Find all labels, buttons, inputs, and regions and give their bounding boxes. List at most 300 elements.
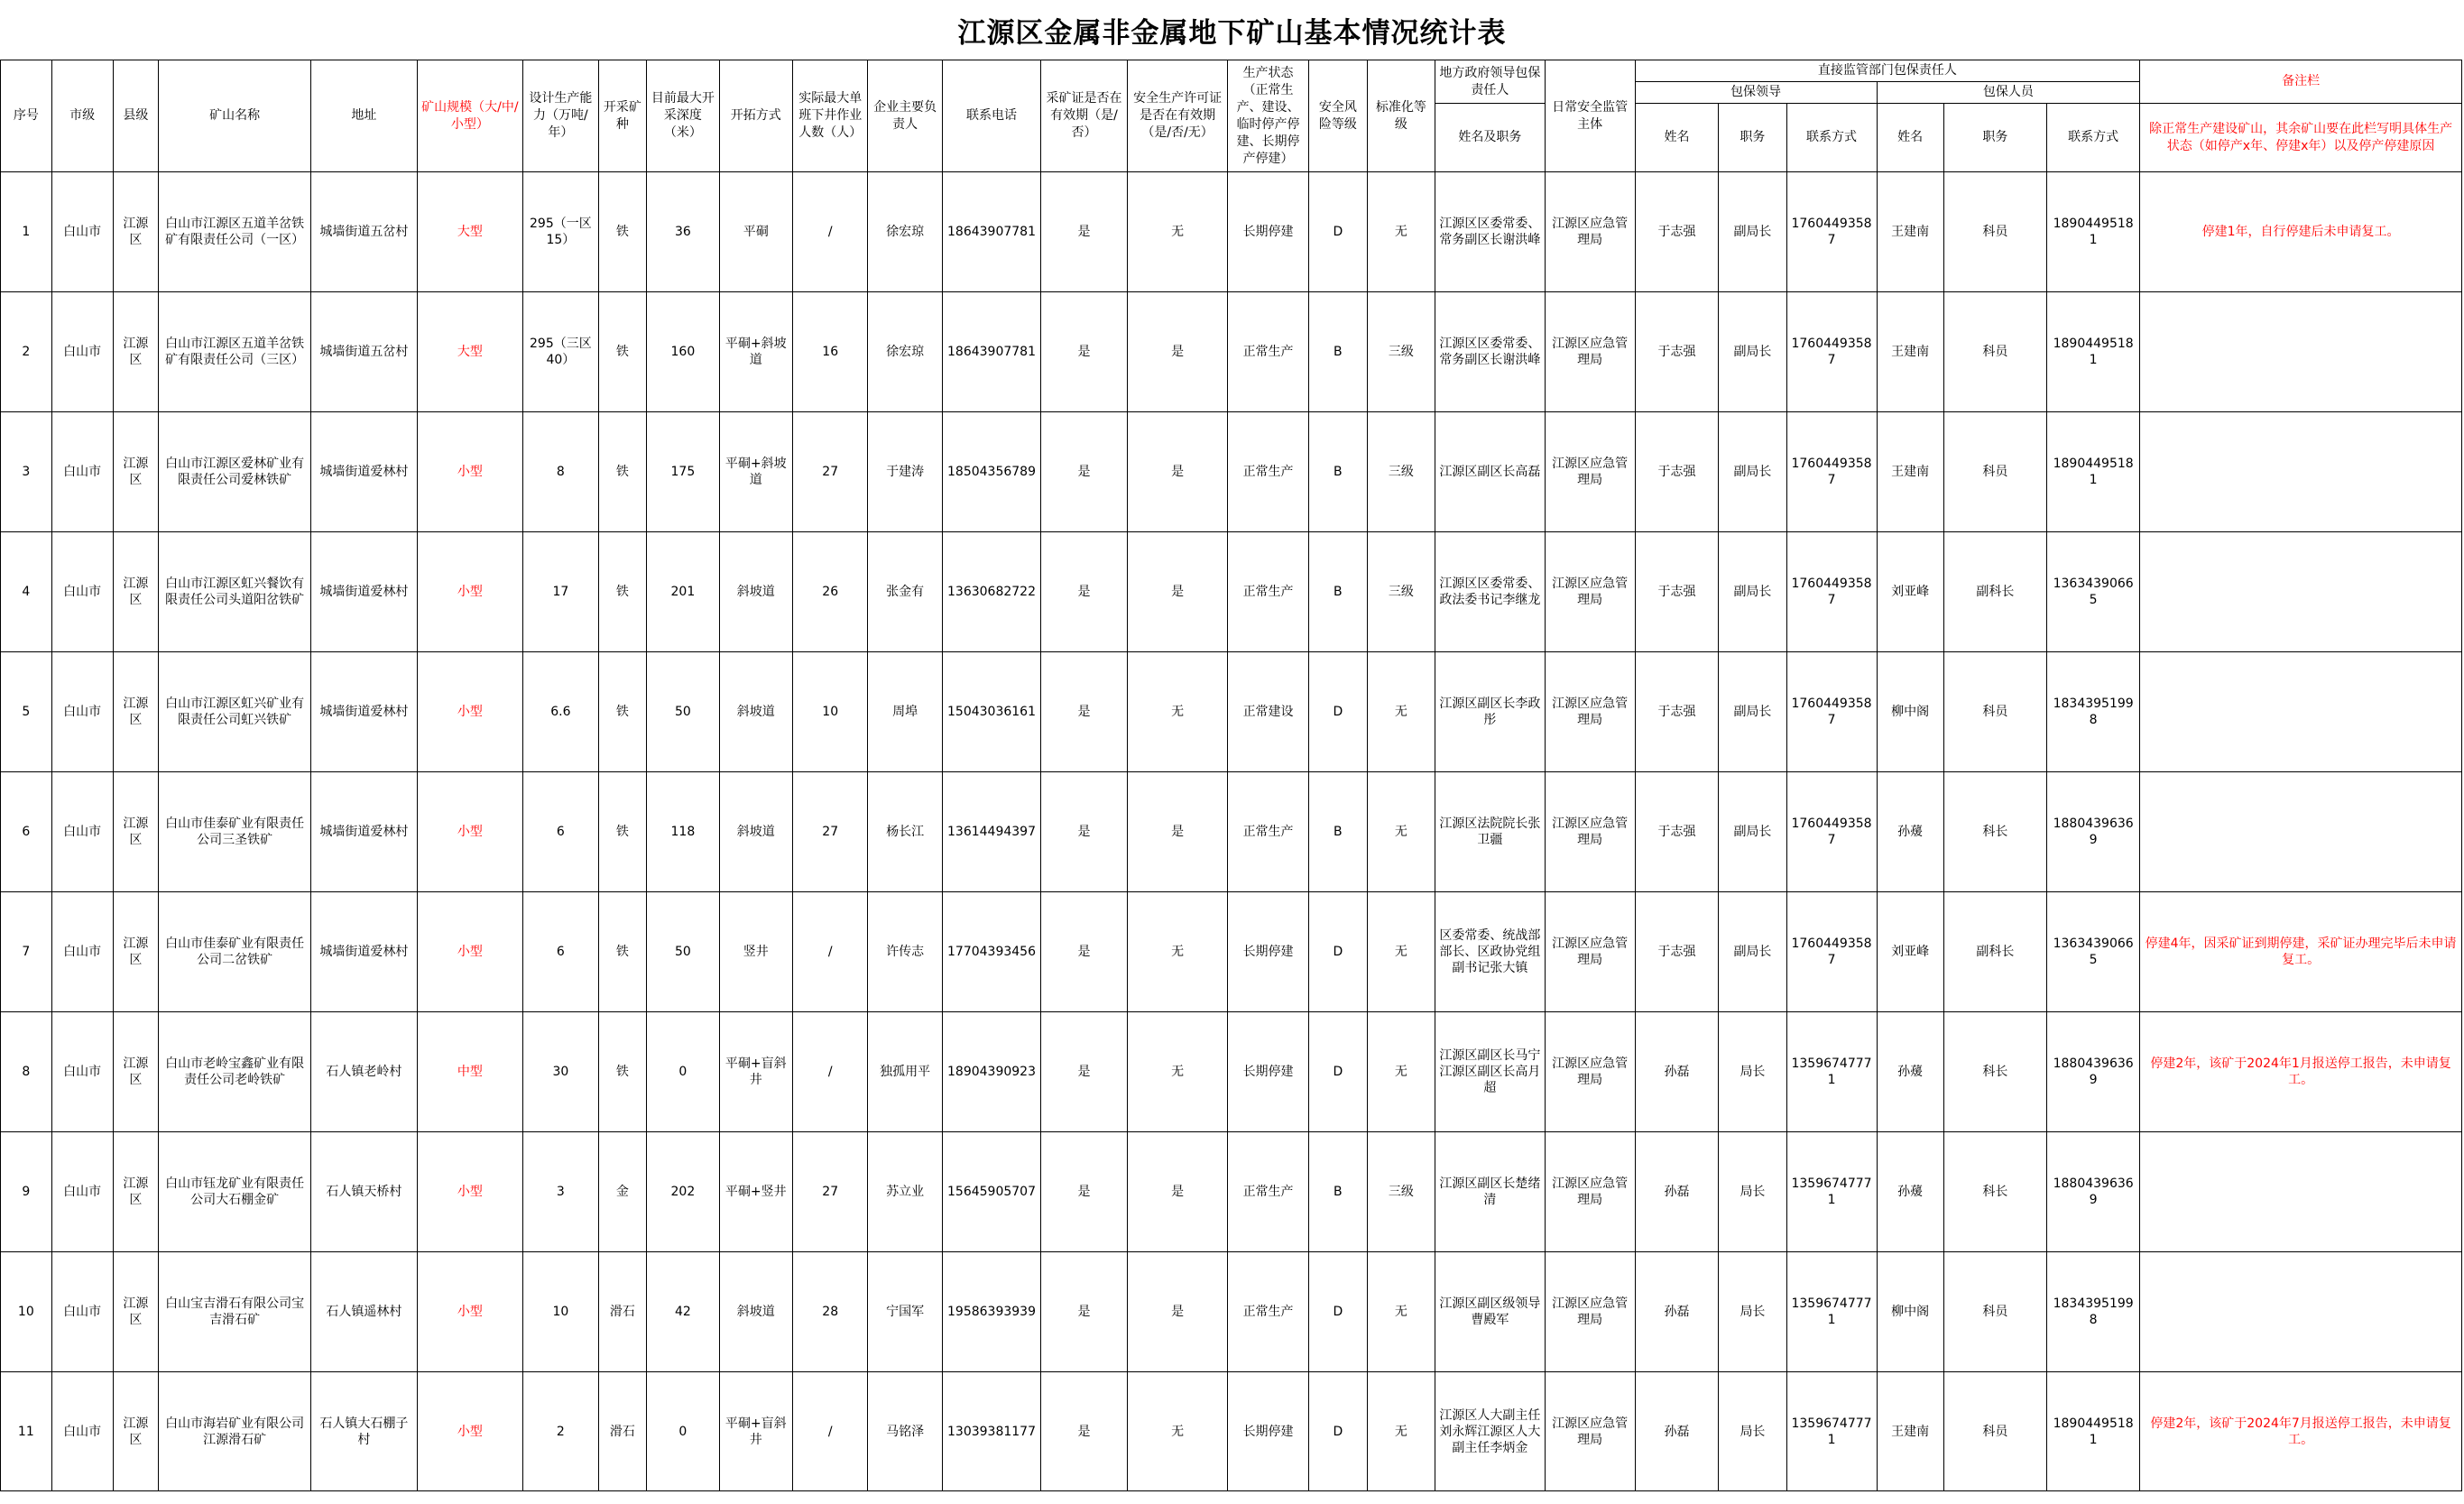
row-phone: 18643907781 — [942, 292, 1040, 412]
row-staff-title: 科长 — [1943, 1012, 2046, 1132]
row-workers: 16 — [792, 292, 867, 412]
row-status: 正常生产 — [1228, 292, 1309, 412]
row-city: 白山市 — [51, 772, 113, 892]
row-capacity: 8 — [523, 412, 598, 532]
row-remark: 停建2年，该矿于2024年1月报送停工报告，未申请复工。 — [2140, 1012, 2462, 1132]
table-row — [1, 1252, 2462, 1372]
row-leader-name: 于志强 — [1635, 292, 1719, 412]
row-mining-license: 是 — [1041, 532, 1128, 652]
row-scale: 小型 — [417, 532, 522, 652]
header-method: 开拓方式 — [719, 60, 792, 172]
row-owner: 苏立业 — [868, 1132, 942, 1252]
header-seq: 序号 — [1, 60, 52, 172]
row-regulator: 江源区应急管理局 — [1545, 1252, 1635, 1372]
row-leader-title: 副局长 — [1719, 412, 1786, 532]
row-capacity: 6 — [523, 772, 598, 892]
row-city: 白山市 — [51, 292, 113, 412]
row-standard: 无 — [1367, 772, 1435, 892]
row-seq: 1 — [1, 172, 52, 292]
row-method: 平硐+竖井 — [719, 1132, 792, 1252]
row-county: 江源区 — [113, 652, 158, 772]
row-capacity: 295（三区40） — [523, 292, 598, 412]
header-leader-title: 职务 — [1719, 104, 1786, 172]
row-risk: D — [1308, 892, 1367, 1012]
row-city: 白山市 — [51, 652, 113, 772]
header-owner: 企业主要负责人 — [868, 60, 942, 172]
row-leader-name: 于志强 — [1635, 532, 1719, 652]
row-leader-contact: 17604493587 — [1786, 532, 1877, 652]
row-mineral: 铁 — [598, 532, 647, 652]
row-risk: B — [1308, 772, 1367, 892]
row-depth: 160 — [647, 292, 719, 412]
row-owner: 于建涛 — [868, 412, 942, 532]
row-county: 江源区 — [113, 1132, 158, 1252]
row-staff-contact: 13634390665 — [2047, 892, 2140, 1012]
row-owner: 徐宏琼 — [868, 292, 942, 412]
row-owner: 宁国军 — [868, 1252, 942, 1372]
row-owner: 许传志 — [868, 892, 942, 1012]
row-safety-license: 是 — [1127, 292, 1227, 412]
row-method: 平硐+盲斜井 — [719, 1372, 792, 1491]
row-owner: 张金有 — [868, 532, 942, 652]
row-safety-license: 是 — [1127, 772, 1227, 892]
row-phone: 13614494397 — [942, 772, 1040, 892]
row-leader-contact: 17604493587 — [1786, 292, 1877, 412]
row-method: 斜坡道 — [719, 652, 792, 772]
header-leader-name: 姓名 — [1635, 104, 1719, 172]
header-phone: 联系电话 — [942, 60, 1040, 172]
row-workers: / — [792, 892, 867, 1012]
header-safety-license: 安全生产许可证是否在有效期（是/否/无） — [1127, 60, 1227, 172]
row-safety-license: 无 — [1127, 172, 1227, 292]
row-mine-name: 白山市老岭宝鑫矿业有限责任公司老岭铁矿 — [159, 1012, 311, 1132]
row-phone: 15645905707 — [942, 1132, 1040, 1252]
row-leader-title: 局长 — [1719, 1012, 1786, 1132]
row-seq: 11 — [1, 1372, 52, 1491]
row-leader-name: 孙磊 — [1635, 1252, 1719, 1372]
row-staff-name: 柳中阁 — [1877, 652, 1943, 772]
table-row — [1, 652, 2462, 772]
sheet-title: 江源区金属非金属地下矿山基本情况统计表 — [957, 16, 1507, 50]
row-regulator: 江源区应急管理局 — [1545, 652, 1635, 772]
row-staff-contact: 18343951998 — [2047, 1252, 2140, 1372]
row-mining-license: 是 — [1041, 292, 1128, 412]
row-staff-title: 副科长 — [1943, 892, 2046, 1012]
row-address: 城墙街道五岔村 — [311, 172, 417, 292]
row-depth: 175 — [647, 412, 719, 532]
row-county: 江源区 — [113, 892, 158, 1012]
row-scale: 小型 — [417, 1372, 522, 1491]
row-address: 石人镇老岭村 — [311, 1012, 417, 1132]
row-county: 江源区 — [113, 532, 158, 652]
header-mine-name: 矿山名称 — [159, 60, 311, 172]
row-leader-contact: 13596747771 — [1786, 1372, 1877, 1491]
row-method: 平硐+斜坡道 — [719, 412, 792, 532]
row-safety-license: 是 — [1127, 1252, 1227, 1372]
row-seq: 4 — [1, 532, 52, 652]
row-phone: 18904390923 — [942, 1012, 1040, 1132]
row-remark — [2140, 772, 2462, 892]
row-regulator: 江源区应急管理局 — [1545, 1012, 1635, 1132]
header-gov-leader: 姓名及职务 — [1435, 104, 1546, 172]
row-phone: 15043036161 — [942, 652, 1040, 772]
row-regulator: 江源区应急管理局 — [1545, 1132, 1635, 1252]
row-seq: 6 — [1, 772, 52, 892]
header-staff-title: 职务 — [1943, 104, 2046, 172]
row-status: 长期停建 — [1228, 892, 1309, 1012]
row-staff-contact: 18804396369 — [2047, 1012, 2140, 1132]
row-standard: 无 — [1367, 1372, 1435, 1491]
header-city: 市级 — [51, 60, 113, 172]
row-leader-title: 副局长 — [1719, 172, 1786, 292]
row-seq: 8 — [1, 1012, 52, 1132]
row-regulator: 江源区应急管理局 — [1545, 1372, 1635, 1491]
row-status: 正常建设 — [1228, 652, 1309, 772]
row-safety-license: 无 — [1127, 1372, 1227, 1491]
row-staff-contact: 18804396369 — [2047, 772, 2140, 892]
row-safety-license: 是 — [1127, 532, 1227, 652]
row-staff-name: 孙蕿 — [1877, 1012, 1943, 1132]
row-risk: B — [1308, 1132, 1367, 1252]
row-county: 江源区 — [113, 1252, 158, 1372]
header-risk: 安全风险等级 — [1308, 60, 1367, 172]
row-scale: 中型 — [417, 1012, 522, 1132]
row-owner: 独孤用平 — [868, 1012, 942, 1132]
row-workers: 27 — [792, 1132, 867, 1252]
row-risk: D — [1308, 172, 1367, 292]
row-status: 正常生产 — [1228, 1132, 1309, 1252]
row-county: 江源区 — [113, 292, 158, 412]
row-mineral: 金 — [598, 1132, 647, 1252]
row-leader-name: 于志强 — [1635, 772, 1719, 892]
row-depth: 42 — [647, 1252, 719, 1372]
row-capacity: 2 — [523, 1372, 598, 1491]
row-method: 斜坡道 — [719, 532, 792, 652]
row-leader-name: 孙磊 — [1635, 1012, 1719, 1132]
row-county: 江源区 — [113, 172, 158, 292]
row-leader-title: 副局长 — [1719, 772, 1786, 892]
row-mineral: 滑石 — [598, 1252, 647, 1372]
header-regulator: 日常安全监管主体 — [1545, 60, 1635, 172]
table-row — [1, 892, 2462, 1012]
row-seq: 3 — [1, 412, 52, 532]
row-leader-title: 副局长 — [1719, 532, 1786, 652]
row-status: 正常生产 — [1228, 412, 1309, 532]
row-scale: 小型 — [417, 412, 522, 532]
row-method: 平硐+盲斜井 — [719, 1012, 792, 1132]
row-safety-license: 是 — [1127, 1132, 1227, 1252]
row-mine-name: 白山市佳泰矿业有限责任公司三圣铁矿 — [159, 772, 311, 892]
row-address: 城墙街道爱林村 — [311, 652, 417, 772]
row-address: 城墙街道爱林村 — [311, 412, 417, 532]
row-staff-title: 科员 — [1943, 1252, 2046, 1372]
row-city: 白山市 — [51, 1132, 113, 1252]
row-risk: D — [1308, 1252, 1367, 1372]
row-remark: 停建4年，因采矿证到期停建，采矿证办理完毕后未申请复工。 — [2140, 892, 2462, 1012]
row-staff-title: 科员 — [1943, 292, 2046, 412]
row-city: 白山市 — [51, 1012, 113, 1132]
row-address: 城墙街道五岔村 — [311, 292, 417, 412]
table-row — [1, 1012, 2462, 1132]
row-staff-title: 科员 — [1943, 1372, 2046, 1491]
row-leader-title: 局长 — [1719, 1372, 1786, 1491]
row-phone: 13039381177 — [942, 1372, 1040, 1491]
row-standard: 三级 — [1367, 292, 1435, 412]
header-staff-name: 姓名 — [1877, 104, 1943, 172]
row-seq: 9 — [1, 1132, 52, 1252]
table-row — [1, 772, 2462, 892]
row-capacity: 30 — [523, 1012, 598, 1132]
row-owner: 周埠 — [868, 652, 942, 772]
row-phone: 18504356789 — [942, 412, 1040, 532]
row-depth: 50 — [647, 892, 719, 1012]
row-county: 江源区 — [113, 772, 158, 892]
row-capacity: 17 — [523, 532, 598, 652]
row-risk: B — [1308, 292, 1367, 412]
row-county: 江源区 — [113, 1372, 158, 1491]
row-phone: 19586393939 — [942, 1252, 1040, 1372]
row-mining-license: 是 — [1041, 652, 1128, 772]
remarks-instruction: 除正常生产建设矿山，其余矿山要在此栏写明具体生产状态（如停产x年、停建x年）以及停产停建原因 — [2140, 104, 2462, 172]
row-leader-title: 局长 — [1719, 1252, 1786, 1372]
row-capacity: 6 — [523, 892, 598, 1012]
header-standard: 标准化等级 — [1367, 60, 1435, 172]
row-remark: 停建2年，该矿于2024年7月报送停工报告，未申请复工。 — [2140, 1372, 2462, 1491]
row-mineral: 铁 — [598, 292, 647, 412]
mine-statistics-table — [0, 60, 2462, 1491]
row-mine-name: 白山市江源区虹兴矿业有限责任公司虹兴铁矿 — [159, 652, 311, 772]
row-address: 石人镇遥林村 — [311, 1252, 417, 1372]
row-mining-license: 是 — [1041, 1132, 1128, 1252]
row-risk: D — [1308, 1372, 1367, 1491]
row-staff-contact: 18904495181 — [2047, 172, 2140, 292]
row-mining-license: 是 — [1041, 172, 1128, 292]
table-row — [1, 172, 2462, 292]
row-phone: 17704393456 — [942, 892, 1040, 1012]
row-staff-contact: 18904495181 — [2047, 292, 2140, 412]
row-mineral: 铁 — [598, 172, 647, 292]
header-leader-contact: 联系方式 — [1786, 104, 1877, 172]
row-city: 白山市 — [51, 172, 113, 292]
row-phone: 18643907781 — [942, 172, 1040, 292]
row-depth: 0 — [647, 1372, 719, 1491]
row-workers: 27 — [792, 412, 867, 532]
row-leader-contact: 17604493587 — [1786, 892, 1877, 1012]
row-staff-name: 孙蕿 — [1877, 772, 1943, 892]
row-capacity: 295（一区15） — [523, 172, 598, 292]
row-staff-contact: 18904495181 — [2047, 1372, 2140, 1491]
row-mining-license: 是 — [1041, 1372, 1128, 1491]
table-row — [1, 412, 2462, 532]
row-owner: 马铭泽 — [868, 1372, 942, 1491]
row-risk: D — [1308, 1012, 1367, 1132]
row-workers: / — [792, 172, 867, 292]
row-mine-name: 白山市江源区五道羊岔铁矿有限责任公司（三区） — [159, 292, 311, 412]
row-regulator: 江源区应急管理局 — [1545, 892, 1635, 1012]
header-depth: 目前最大开采深度（米） — [647, 60, 719, 172]
row-mine-name: 白山宝吉滑石有限公司宝吉滑石矿 — [159, 1252, 311, 1372]
row-leader-contact: 17604493587 — [1786, 652, 1877, 772]
row-leader-name: 孙磊 — [1635, 1372, 1719, 1491]
row-seq: 7 — [1, 892, 52, 1012]
header-scale: 矿山规模（大/中/小型） — [417, 60, 522, 172]
row-remark — [2140, 652, 2462, 772]
header-workers: 实际最大单班下井作业人数（人） — [792, 60, 867, 172]
row-mineral: 铁 — [598, 652, 647, 772]
row-safety-license: 无 — [1127, 892, 1227, 1012]
row-workers: 27 — [792, 772, 867, 892]
row-gov-leader: 江源区副区长李政彤 — [1435, 652, 1546, 772]
row-risk: D — [1308, 652, 1367, 772]
row-staff-title: 科员 — [1943, 412, 2046, 532]
row-remark — [2140, 412, 2462, 532]
row-address: 城墙街道爱林村 — [311, 892, 417, 1012]
row-mineral: 铁 — [598, 412, 647, 532]
row-workers: 28 — [792, 1252, 867, 1372]
row-county: 江源区 — [113, 412, 158, 532]
row-gov-leader: 江源区副区长高磊 — [1435, 412, 1546, 532]
row-address: 城墙街道爱林村 — [311, 532, 417, 652]
row-leader-name: 孙磊 — [1635, 1132, 1719, 1252]
row-standard: 无 — [1367, 892, 1435, 1012]
header-remarks: 备注栏 — [2140, 60, 2462, 104]
header-staff-contact: 联系方式 — [2047, 104, 2140, 172]
row-leader-contact: 17604493587 — [1786, 412, 1877, 532]
row-staff-name: 刘亚峰 — [1877, 532, 1943, 652]
row-depth: 50 — [647, 652, 719, 772]
row-workers: 26 — [792, 532, 867, 652]
row-status: 长期停建 — [1228, 1012, 1309, 1132]
row-standard: 三级 — [1367, 1132, 1435, 1252]
row-staff-contact: 18343951998 — [2047, 652, 2140, 772]
row-city: 白山市 — [51, 892, 113, 1012]
row-safety-license: 无 — [1127, 652, 1227, 772]
row-scale: 大型 — [417, 172, 522, 292]
row-remark — [2140, 1252, 2462, 1372]
row-regulator: 江源区应急管理局 — [1545, 532, 1635, 652]
row-seq: 10 — [1, 1252, 52, 1372]
row-standard: 无 — [1367, 1252, 1435, 1372]
row-safety-license: 无 — [1127, 1012, 1227, 1132]
row-gov-leader: 江源区人大副主任刘永辉江源区人大副主任李炳金 — [1435, 1372, 1546, 1491]
row-staff-name: 柳中阁 — [1877, 1252, 1943, 1372]
row-mine-name: 白山市钰龙矿业有限责任公司大石棚金矿 — [159, 1132, 311, 1252]
row-status: 长期停建 — [1228, 172, 1309, 292]
header-gov-leader-group: 地方政府领导包保责任人 — [1435, 60, 1546, 104]
row-staff-title: 科员 — [1943, 172, 2046, 292]
row-standard: 三级 — [1367, 412, 1435, 532]
header-dept-staff-group: 包保人员 — [1877, 82, 2140, 104]
row-risk: B — [1308, 532, 1367, 652]
row-seq: 5 — [1, 652, 52, 772]
row-regulator: 江源区应急管理局 — [1545, 412, 1635, 532]
row-staff-name: 王建南 — [1877, 412, 1943, 532]
row-risk: B — [1308, 412, 1367, 532]
row-method: 平硐 — [719, 172, 792, 292]
row-phone: 13630682722 — [942, 532, 1040, 652]
row-mine-name: 白山市佳泰矿业有限责任公司二岔铁矿 — [159, 892, 311, 1012]
row-mining-license: 是 — [1041, 1252, 1128, 1372]
row-capacity: 3 — [523, 1132, 598, 1252]
row-method: 斜坡道 — [719, 1252, 792, 1372]
row-capacity: 6.6 — [523, 652, 598, 772]
row-staff-contact: 18904495181 — [2047, 412, 2140, 532]
row-method: 平硐+斜坡道 — [719, 292, 792, 412]
row-method: 竖井 — [719, 892, 792, 1012]
row-gov-leader: 江源区区委常委、常务副区长谢洪峰 — [1435, 292, 1546, 412]
row-safety-license: 是 — [1127, 412, 1227, 532]
row-staff-contact: 13634390665 — [2047, 532, 2140, 652]
row-scale: 大型 — [417, 292, 522, 412]
header-address: 地址 — [311, 60, 417, 172]
header-capacity: 设计生产能力（万吨/年） — [523, 60, 598, 172]
table-row — [1, 1372, 2462, 1491]
row-owner: 杨长江 — [868, 772, 942, 892]
row-mining-license: 是 — [1041, 1012, 1128, 1132]
row-staff-name: 王建南 — [1877, 172, 1943, 292]
row-mine-name: 白山市海岩矿业有限公司江源滑石矿 — [159, 1372, 311, 1491]
row-leader-contact: 13596747771 — [1786, 1012, 1877, 1132]
row-seq: 2 — [1, 292, 52, 412]
row-city: 白山市 — [51, 532, 113, 652]
row-staff-title: 科长 — [1943, 772, 2046, 892]
row-leader-title: 局长 — [1719, 1132, 1786, 1252]
row-leader-title: 副局长 — [1719, 892, 1786, 1012]
header-dept-leader-group: 包保领导 — [1635, 82, 1877, 104]
row-city: 白山市 — [51, 1252, 113, 1372]
row-depth: 202 — [647, 1132, 719, 1252]
table-row — [1, 1132, 2462, 1252]
row-mining-license: 是 — [1041, 412, 1128, 532]
row-remark — [2140, 1132, 2462, 1252]
row-city: 白山市 — [51, 412, 113, 532]
header-county: 县级 — [113, 60, 158, 172]
row-scale: 小型 — [417, 1132, 522, 1252]
row-method: 斜坡道 — [719, 772, 792, 892]
row-gov-leader: 江源区副区级领导曹殿军 — [1435, 1252, 1546, 1372]
row-scale: 小型 — [417, 772, 522, 892]
row-gov-leader: 江源区副区长马宁江源区副区长高月超 — [1435, 1012, 1546, 1132]
row-staff-name: 王建南 — [1877, 1372, 1943, 1491]
row-workers: / — [792, 1372, 867, 1491]
row-leader-contact: 13596747771 — [1786, 1252, 1877, 1372]
row-leader-contact: 13596747771 — [1786, 1132, 1877, 1252]
row-gov-leader: 江源区法院院长张卫疆 — [1435, 772, 1546, 892]
row-scale: 小型 — [417, 1252, 522, 1372]
row-leader-name: 于志强 — [1635, 172, 1719, 292]
row-staff-title: 副科长 — [1943, 532, 2046, 652]
row-mine-name: 白山市江源区爱林矿业有限责任公司爱林铁矿 — [159, 412, 311, 532]
row-standard: 无 — [1367, 172, 1435, 292]
row-standard: 三级 — [1367, 532, 1435, 652]
row-mine-name: 白山市江源区虹兴餐饮有限责任公司头道阳岔铁矿 — [159, 532, 311, 652]
row-staff-contact: 18804396369 — [2047, 1132, 2140, 1252]
header-mineral: 开采矿种 — [598, 60, 647, 172]
row-leader-name: 于志强 — [1635, 412, 1719, 532]
row-staff-title: 科员 — [1943, 652, 2046, 772]
row-status: 正常生产 — [1228, 1252, 1309, 1372]
row-mine-name: 白山市江源区五道羊岔铁矿有限责任公司（一区） — [159, 172, 311, 292]
row-depth: 0 — [647, 1012, 719, 1132]
row-city: 白山市 — [51, 1372, 113, 1491]
row-mining-license: 是 — [1041, 772, 1128, 892]
row-address: 城墙街道爱林村 — [311, 772, 417, 892]
row-remark — [2140, 292, 2462, 412]
header-mining-license: 采矿证是否在有效期（是/否） — [1041, 60, 1128, 172]
row-capacity: 10 — [523, 1252, 598, 1372]
header-status: 生产状态（正常生产、建设、临时停产停建、长期停产停建） — [1228, 60, 1309, 172]
row-remark: 停建1年，自行停建后未申请复工。 — [2140, 172, 2462, 292]
